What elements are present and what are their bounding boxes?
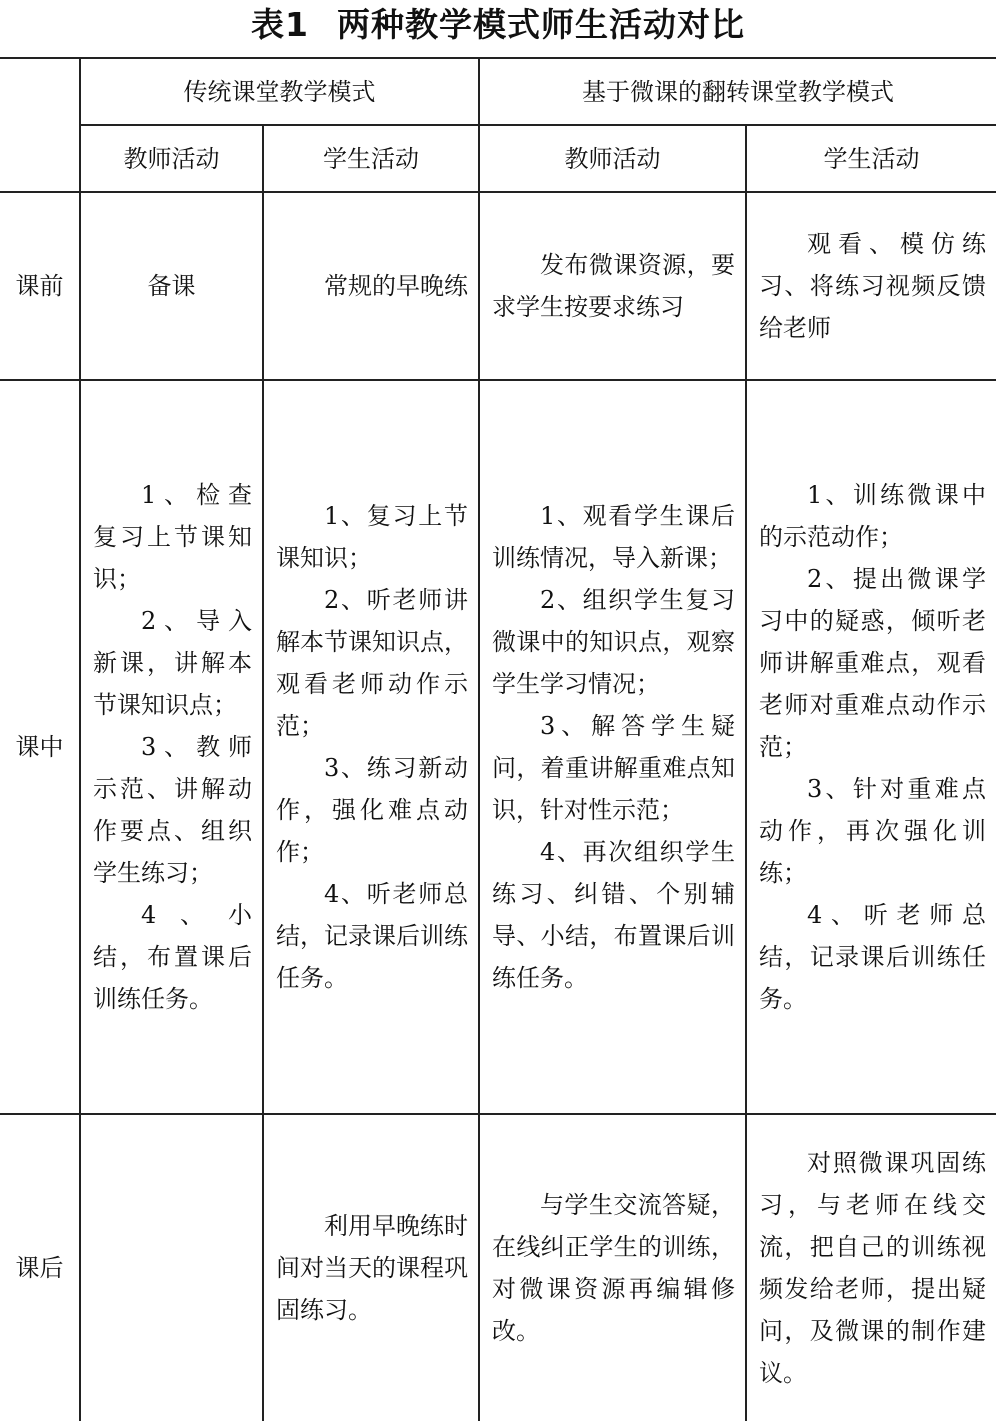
header-flipped: 基于微课的翻转课堂教学模式	[582, 77, 894, 106]
cell-paragraph: 1、观看学生课后训练情况，导入新课；	[492, 502, 735, 572]
cell-during-trad-student	[264, 381, 478, 1113]
cell-after-trad-teacher	[81, 1115, 262, 1421]
header-teacher-traditional: 教师活动	[123, 144, 220, 173]
cell-before-trad-teacher: 备课	[147, 272, 196, 300]
cell-during-trad-teacher	[81, 381, 262, 1113]
cell-paragraph: 2、提出微课学习中的疑惑，倾听老师讲解重难点，观看老师对重难点动作示范；	[759, 565, 986, 761]
table-title	[0, 0, 996, 52]
row-label-during: 课中	[15, 733, 64, 761]
cell-before-flip-teacher	[480, 193, 745, 379]
comparison-table	[0, 57, 996, 1421]
cell-paragraph: 4、再次组织学生练习、纠错、个别辅导、小结，布置课后训练任务。	[492, 838, 735, 992]
header-student-flipped: 学生活动	[823, 144, 920, 173]
cell-after-flip-student	[747, 1115, 996, 1421]
cell-paragraph: 4、小结，布置课后训练任务。	[93, 901, 252, 1013]
table-caption: 两种教学模式师生活动对比	[336, 5, 745, 44]
cell-paragraph: 1、训练微课中的示范动作；	[759, 481, 986, 551]
cell-paragraph: 利用早晚练时间对当天的课程巩固练习。	[276, 1212, 468, 1324]
cell-paragraph: 2、听老师讲解本节课知识点，观看老师动作示范；	[276, 586, 468, 740]
table-number: 表1	[251, 5, 309, 44]
cell-before-trad-student	[264, 193, 478, 379]
cell-paragraph: 4、听老师总结，记录课后训练任务。	[759, 901, 986, 1013]
cell-paragraph: 与学生交流答疑，在线纠正学生的训练，对微课资源再编辑修改。	[492, 1191, 735, 1345]
cell-paragraph: 3、解答学生疑问，着重讲解重难点知识，针对性示范；	[492, 712, 735, 824]
cell-during-flip-student	[747, 381, 996, 1113]
cell-paragraph: 对照微课巩固练习，与老师在线交流，把自己的训练视频发给老师，提出疑问，及微课的制作建议。	[759, 1149, 986, 1387]
cell-paragraph: 3、教师示范、讲解动作要点、组织学生练习；	[93, 733, 252, 887]
header-traditional: 传统课堂教学模式	[183, 77, 376, 106]
header-student-traditional: 学生活动	[323, 144, 419, 173]
cell-before-flip-student	[747, 193, 996, 379]
cell-paragraph: 4、听老师总结，记录课后训练任务。	[276, 880, 468, 992]
cell-after-flip-teacher	[480, 1115, 745, 1421]
cell-paragraph: 常规的早晚练	[324, 272, 468, 300]
row-label-before: 课前	[15, 272, 64, 300]
header-teacher-flipped: 教师活动	[564, 144, 661, 173]
cell-paragraph: 1、复习上节课知识；	[276, 502, 468, 572]
cell-after-trad-student	[264, 1115, 478, 1421]
row-label-after: 课后	[15, 1254, 64, 1282]
cell-paragraph: 1、检查复习上节课知识；	[93, 481, 252, 593]
cell-paragraph: 发布微课资源，要求学生按要求练习	[492, 251, 735, 321]
cell-paragraph: 3、针对重难点动作，再次强化训练；	[759, 775, 986, 887]
cell-during-flip-teacher	[480, 381, 745, 1113]
cell-paragraph: 3、练习新动作，强化难点动作；	[276, 754, 468, 866]
cell-paragraph: 观看、模仿练习、将练习视频反馈给老师	[759, 230, 986, 342]
cell-paragraph: 2、导入新课，讲解本节课知识点；	[93, 607, 252, 719]
cell-paragraph: 2、组织学生复习微课中的知识点，观察学生学习情况；	[492, 586, 735, 698]
